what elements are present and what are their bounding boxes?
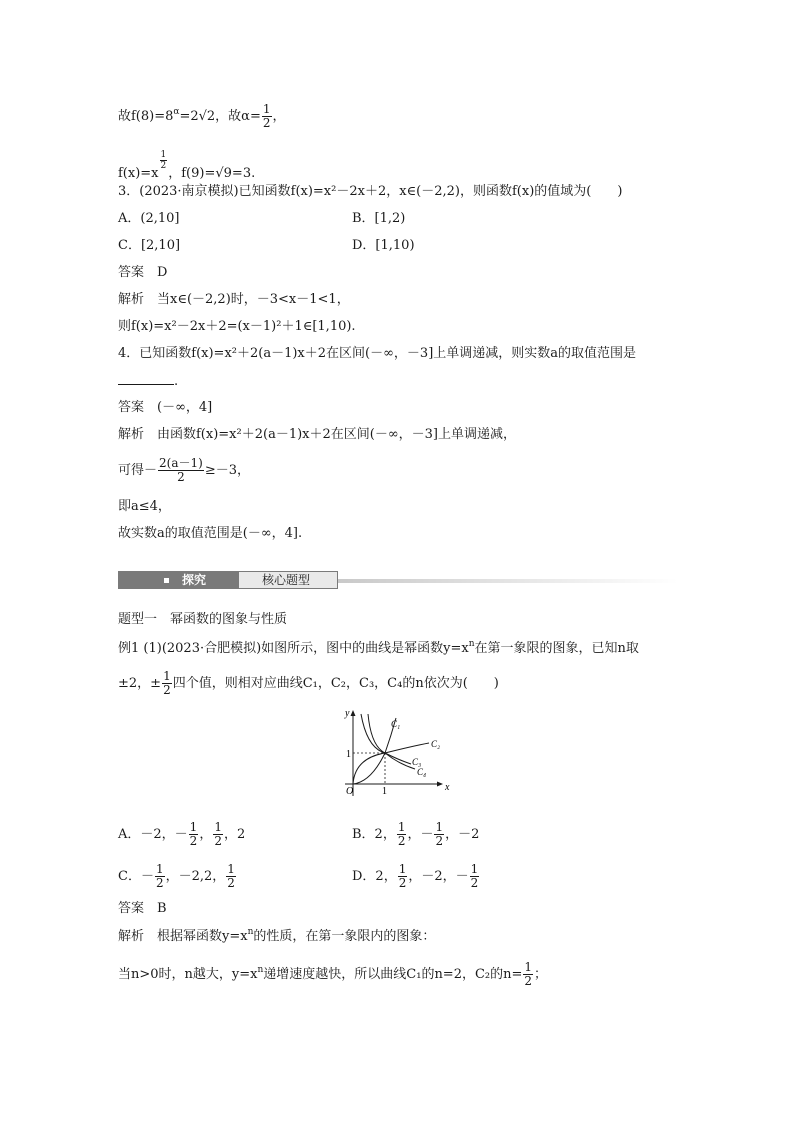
answer-blank-line: . bbox=[118, 372, 178, 391]
option-d: D．2， $\frac{1}{2}$ ，－2，－ $\frac{1}{2}$ bbox=[352, 862, 479, 890]
solution-line: 即a≤4， bbox=[118, 499, 171, 514]
exponent-fraction: $\frac{1}{2}$ bbox=[160, 150, 167, 171]
text: 故f(8)=8 bbox=[118, 109, 174, 124]
fraction: $\frac{1}{2}$ bbox=[163, 669, 171, 697]
question-4: 4．已知函数f(x)=x²＋2(a－1)x＋2在区间(－∞，－3]上单调递减，则实数a的取值范围是 bbox=[118, 346, 637, 361]
y-axis-label: y bbox=[345, 708, 350, 719]
fraction: $\frac{1}{2}$ bbox=[262, 102, 271, 130]
section-title: 题型一 幂函数的图象与性质 bbox=[118, 612, 288, 627]
answer: 答案 (－∞，4] bbox=[118, 400, 213, 415]
example-line: 例1 (1)(2023·合肥模拟)如图所示，图中的曲线是幂函数$y=x^n$在第一象限的图象，已知n取 bbox=[118, 639, 639, 656]
banner-tag-label: 探究 bbox=[182, 573, 207, 587]
curve-c1-label: C₁ bbox=[391, 719, 401, 729]
text: ， bbox=[272, 109, 286, 124]
banner-divider bbox=[338, 579, 678, 583]
option-b: B．[1,2) bbox=[352, 211, 406, 226]
x-axis-arrow-icon bbox=[437, 782, 443, 787]
solution-line: 则f(x)=x²－2x＋2=(x－1)²＋1∈[1,10). bbox=[118, 319, 356, 334]
example-line: ±2，± $\frac{1}{2}$ 四个值，则相对应曲线C₁，C₂，C₃，C₄的n依次为( ) bbox=[118, 669, 499, 697]
solution-line: 可得－ $\frac{2(a-1)}{2}$ ≥－3， bbox=[118, 456, 250, 484]
solution-line: 解析 由函数f(x)=x²＋2(a－1)x＋2在区间(－∞，－3]上单调递减， bbox=[118, 427, 517, 442]
square-bullet-icon bbox=[164, 578, 169, 583]
fraction: $\frac{2(a-1)}{2}$ bbox=[159, 456, 203, 484]
x-axis-label: x bbox=[445, 782, 450, 793]
solution-line: 当n>0时，n越大，$y=x^n$递增速度越快，所以曲线C₁的n=2，C₂的n= $\frac{1}{2}$ ； bbox=[118, 960, 548, 988]
banner-tag bbox=[118, 571, 238, 589]
option-a: A．－2，－ $\frac{1}{2}$ ， $\frac{1}{2}$ ，2 bbox=[118, 820, 246, 848]
question-3: 3．(2023·南京模拟)已知函数f(x)=x²－2x＋2，x∈(－2,2)，则函数f(x)的值域为( ) bbox=[118, 184, 623, 199]
option-c: C．－ $\frac{1}{2}$ ，－2,2， $\frac{1}{2}$ bbox=[118, 862, 235, 890]
answer: 答案 B bbox=[118, 901, 167, 916]
option-d: D．[1,10) bbox=[352, 238, 415, 253]
y-axis-arrow-icon bbox=[351, 710, 356, 716]
solution-line: 解析 当x∈(－2,2)时，－3<x－1<1， bbox=[118, 292, 350, 307]
option-b: B．2， $\frac{1}{2}$ ，－ $\frac{1}{2}$ ，－2 bbox=[352, 820, 480, 848]
y-tick-label: 1 bbox=[346, 749, 351, 760]
option-c: C．[2,10] bbox=[118, 238, 181, 253]
answer: 答案 D bbox=[118, 265, 168, 280]
solution-line: 故实数a的取值范围是(－∞，4]. bbox=[118, 526, 303, 541]
curve-c2-label: C₂ bbox=[431, 739, 441, 749]
text-line bbox=[118, 150, 255, 183]
solution-line: 解析 根据幂函数$y=x^n$的性质，在第一象限内的图象： bbox=[118, 927, 436, 944]
text: f(x)=x bbox=[118, 166, 159, 181]
superscript: α bbox=[173, 107, 180, 117]
curve-c1 bbox=[353, 718, 396, 784]
answer-blank bbox=[118, 372, 174, 385]
origin-label: O bbox=[346, 786, 354, 797]
text: ，f(9)=√9=3. bbox=[168, 166, 256, 181]
section-banner bbox=[118, 571, 678, 589]
curve-c4-label: C₄ bbox=[417, 767, 427, 777]
text: =2√2，故α= bbox=[179, 109, 261, 124]
curve-c3-label: C₃ bbox=[412, 757, 422, 767]
banner-title: 核心题型 bbox=[262, 573, 311, 587]
option-a: A．(2,10] bbox=[118, 211, 180, 226]
power-function-graph bbox=[335, 706, 457, 802]
x-tick-label: 1 bbox=[382, 786, 387, 797]
text-line bbox=[118, 103, 286, 130]
